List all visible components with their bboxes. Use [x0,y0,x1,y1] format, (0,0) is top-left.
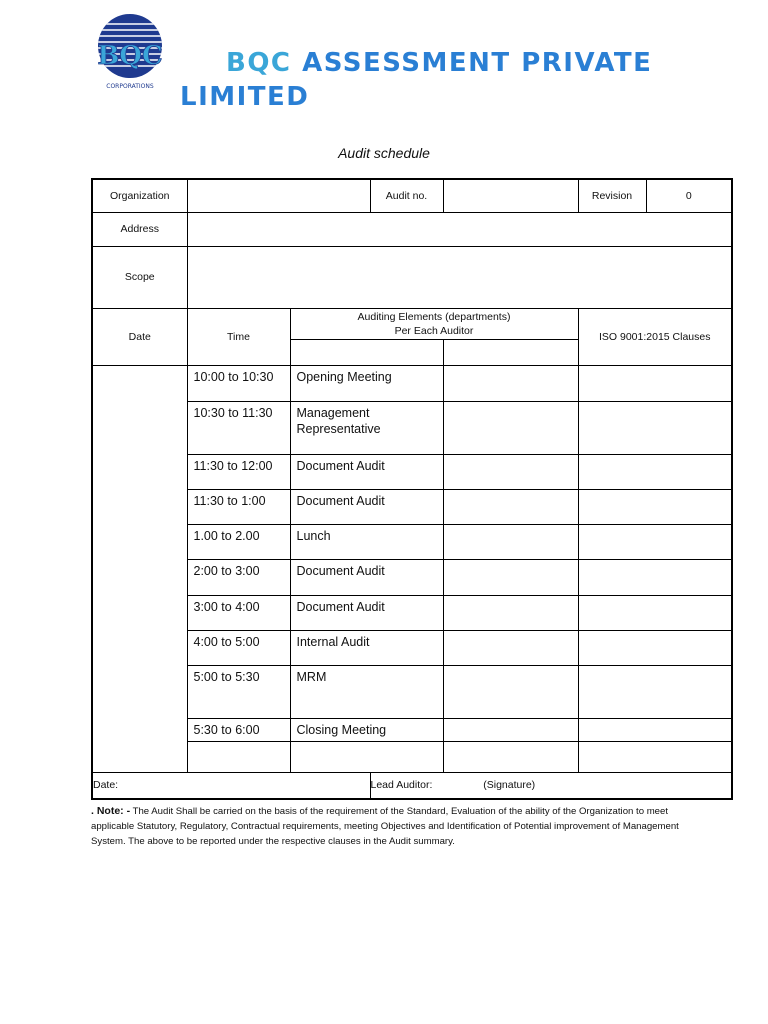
footer-lead-auditor-cell[interactable] [370,772,732,799]
time-header: Time [187,308,290,365]
table-row [92,630,732,665]
schedule-time: 5:00 to 5:30 [187,665,290,718]
table-row [92,559,732,595]
scope-field[interactable] [187,246,732,308]
schedule-activity: Document Audit [290,454,443,489]
revision-label: Revision [578,179,646,212]
schedule-time: 11:30 to 12:00 [187,454,290,489]
logo-subtext: CORPORATIONS [106,83,154,90]
schedule-activity[interactable] [290,741,443,772]
company-abbr: BQC [226,48,292,78]
company-name [180,46,700,114]
table-row [92,401,732,454]
audit-no-field[interactable] [443,179,578,212]
company-name-rest: ASSESSMENT PRIVATE LIMITED [180,48,653,112]
schedule-time: 2:00 to 3:00 [187,559,290,595]
auditor-2-cell[interactable] [443,630,578,665]
iso-clause-cell[interactable] [578,665,732,718]
schedule-activity: Management Representative [290,401,443,454]
auditor-2-cell[interactable] [443,524,578,559]
iso-clause-cell[interactable] [578,630,732,665]
note-text: The Audit Shall be carried on the basis of the requirement of the Standard, Evaluation of the ability of the Organization to meet applicable Statutory, Regulatory, Contractual requirements, meeting Objectives and Identification of Potential improvement of Management System. The above to be reported under the respective clauses in the Audit summary. [91,806,679,847]
iso-clause-cell[interactable] [578,454,732,489]
schedule-time[interactable] [187,741,290,772]
schedule-time: 1.00 to 2.00 [187,524,290,559]
logo-lettering: BQC [97,41,163,71]
schedule-time: 11:30 to 1:00 [187,489,290,524]
schedule-activity: Lunch [290,524,443,559]
iso-clauses-header: ISO 9001:2015 Clauses [578,308,732,365]
auditor-2-cell[interactable] [443,559,578,595]
audit-no-label: Audit no. [370,179,443,212]
iso-clause-cell[interactable] [578,595,732,630]
document-title: Audit schedule [338,145,430,161]
iso-clause-cell[interactable] [578,524,732,559]
schedule-time: 5:30 to 6:00 [187,718,290,741]
table-row [92,454,732,489]
schedule-time: 4:00 to 5:00 [187,630,290,665]
auditor-2-cell[interactable] [443,595,578,630]
audit-schedule-table [91,178,733,800]
iso-clause-cell[interactable] [578,365,732,401]
footer-date-label: Date: [93,779,119,792]
auditor-2-cell[interactable] [443,718,578,741]
date-header: Date [92,308,187,365]
schedule-activity: Closing Meeting [290,718,443,741]
address-field[interactable] [187,212,732,246]
signature-label: (Signature) [483,779,536,792]
auditor-2-subheader[interactable] [443,339,578,365]
organization-label: Organization [92,179,187,212]
auditor-2-cell[interactable] [443,365,578,401]
table-row [92,741,732,772]
auditing-elements-header [290,308,578,339]
table-row [92,718,732,741]
auditor-2-cell[interactable] [443,489,578,524]
date-column-cell[interactable] [92,365,187,772]
table-row [92,524,732,559]
schedule-time: 3:00 to 4:00 [187,595,290,630]
note-prefix: . Note: - [91,805,131,817]
audit-note [91,804,701,849]
table-row [92,595,732,630]
auditor-1-subheader[interactable] [290,339,443,365]
iso-clause-cell[interactable] [578,559,732,595]
company-logo [97,12,165,92]
schedule-time: 10:30 to 11:30 [187,401,290,454]
iso-clause-cell[interactable] [578,401,732,454]
auditing-elements-line1: Auditing Elements (departments) [357,310,511,323]
auditing-elements-line2: Per Each Auditor [394,324,474,337]
schedule-activity: Opening Meeting [290,365,443,401]
auditor-2-cell[interactable] [443,454,578,489]
auditor-2-cell[interactable] [443,741,578,772]
schedule-activity: MRM [290,665,443,718]
organization-field[interactable] [187,179,370,212]
address-label: Address [92,212,187,246]
scope-label: Scope [92,246,187,308]
footer-date-cell[interactable] [92,772,370,799]
revision-value[interactable]: 0 [646,179,732,212]
table-row [92,665,732,718]
table-row [92,489,732,524]
iso-clause-cell[interactable] [578,718,732,741]
auditor-2-cell[interactable] [443,665,578,718]
iso-clause-cell[interactable] [578,489,732,524]
schedule-activity: Document Audit [290,595,443,630]
schedule-time: 10:00 to 10:30 [187,365,290,401]
table-row [92,365,732,401]
lead-auditor-label: Lead Auditor: [370,779,433,792]
auditor-2-cell[interactable] [443,401,578,454]
schedule-activity: Document Audit [290,559,443,595]
schedule-activity: Internal Audit [290,630,443,665]
iso-clause-cell[interactable] [578,741,732,772]
schedule-activity: Document Audit [290,489,443,524]
